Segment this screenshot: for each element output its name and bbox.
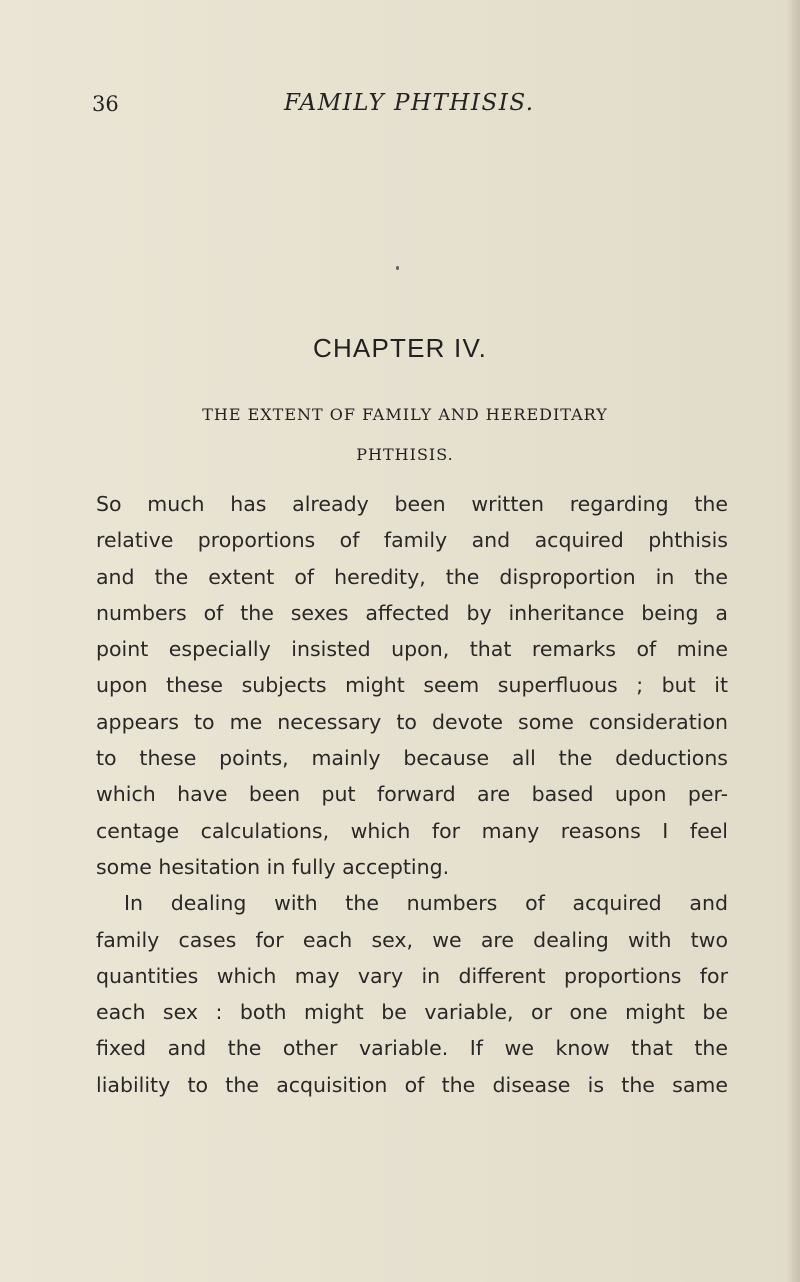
text-line: each sex : both might be variable, or one might be	[96, 1000, 728, 1025]
text-line: some hesitation in fully accepting.	[96, 854, 450, 879]
text-line: family cases for each sex, we are dealing with two	[96, 927, 728, 952]
text-line: So much has already been written regarding the	[96, 492, 728, 516]
text-line: In dealing with the numbers of acquired and	[124, 891, 728, 916]
text-line: numbers of the sexes affected by inheritance being a	[96, 600, 728, 625]
text-line: which have been put forward are based upon per-	[96, 782, 728, 807]
text-line: point especially insisted upon, that remarks of mine	[96, 637, 728, 662]
text-line: appears to me necessary to devote some consideration	[96, 709, 728, 734]
page-edge-shadow	[786, 0, 800, 1282]
text-line: relative proportions of family and acquired phthisis	[96, 528, 728, 553]
ink-speck	[396, 266, 399, 270]
text-line: fixed and the other variable. If we know that the	[96, 1036, 728, 1061]
text-line: upon these subjects might seem superfluous ; but it	[96, 673, 728, 698]
text-line: to these points, mainly because all the deductions	[96, 746, 728, 771]
page-number: 36	[92, 92, 119, 116]
running-header	[0, 88, 800, 128]
running-title: FAMILY PHTHISIS.	[284, 90, 535, 116]
text-line: centage calculations, which for many reasons I feel	[96, 818, 728, 843]
text-line: quantities which may vary in different proportions for	[96, 963, 728, 988]
paragraph	[96, 885, 728, 1103]
text-line: liability to the acquisition of the disease is the same	[96, 1072, 728, 1097]
body-text	[96, 486, 728, 1103]
chapter-title: CHAPTER IV.	[312, 333, 488, 363]
chapter-subtitle-line: PHTHISIS.	[356, 445, 454, 464]
chapter-subtitle	[150, 395, 660, 475]
text-line: and the extent of heredity, the disproportion in the	[96, 564, 728, 589]
paragraph	[96, 486, 728, 885]
chapter-subtitle-line: THE EXTENT OF FAMILY AND HEREDITARY	[202, 405, 608, 424]
